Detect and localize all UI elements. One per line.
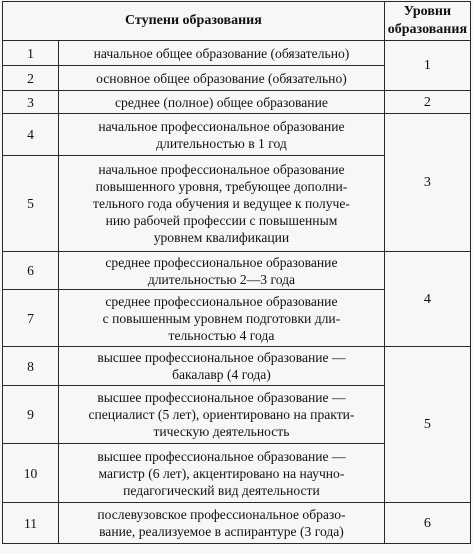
stage-line: длительностью 2—3 года [147, 271, 296, 287]
stage-line: тельного года обучения и ведущее к получе- [93, 196, 350, 211]
stage-cell [59, 444, 385, 503]
stage-line: специалист (5 лет), ориентировано на практи- [88, 407, 355, 422]
stage-cell [59, 252, 385, 290]
stage-line: вание, реализуемое в аспирантуре (3 года) [99, 524, 344, 539]
stage-line: высшее профессиональное образование — [97, 350, 346, 365]
stage-line: длительностью в 1 год [156, 135, 287, 151]
stage-line: среднее профессиональное образование [105, 293, 338, 309]
stage-line: повышенного уровня, требующее дополни- [95, 179, 348, 194]
stage-line: магистр (6 лет), акцентировано на научно- [98, 465, 345, 481]
level-cell: 2 [384, 91, 470, 114]
row-number: 2 [3, 66, 59, 91]
stage-cell [59, 503, 385, 544]
row-number: 8 [3, 347, 59, 386]
stage-cell [59, 290, 385, 347]
stage-line: начальное профессиональное образование [98, 162, 345, 177]
table-row [3, 91, 471, 114]
stage-line: основное общее образование (обязательно) [96, 70, 347, 86]
stage-line: тельностью 4 года [168, 327, 275, 343]
table-row [3, 41, 471, 66]
header-stages: Ступени образования [3, 2, 385, 41]
stage-cell [59, 66, 385, 91]
stage-line: уровнем квалификации [153, 230, 290, 245]
stage-cell [59, 386, 385, 444]
header-levels [384, 2, 470, 41]
level-cell: 3 [384, 114, 470, 252]
stage-cell [59, 41, 385, 66]
stage-line: начальное профессиональное образование [98, 118, 345, 134]
stage-line: высшее профессиональное образование — [97, 448, 346, 464]
level-cell: 4 [384, 252, 470, 347]
stage-cell [59, 347, 385, 386]
education-levels-table [2, 1, 471, 544]
row-number: 5 [3, 156, 59, 252]
row-number: 4 [3, 114, 59, 156]
row-number: 9 [3, 386, 59, 444]
stage-cell [59, 91, 385, 114]
level-cell: 6 [384, 503, 470, 544]
table-row [3, 503, 471, 544]
stage-line: бакалавр (4 года) [172, 367, 271, 382]
table-row [3, 252, 471, 290]
row-number: 6 [3, 252, 59, 290]
stage-line: с повышенным уровнем подготовки дли- [102, 310, 341, 326]
level-cell: 5 [384, 347, 470, 503]
stage-line: начальное общее образование (обязательно) [93, 45, 350, 61]
stage-line: послевузовское профессиональное образо- [97, 507, 346, 522]
stage-line: тическую деятельность [153, 424, 290, 439]
row-number: 3 [3, 91, 59, 114]
stage-line: педагогический вид деятельности [123, 482, 320, 498]
stage-line: высшее профессиональное образование — [97, 390, 346, 405]
row-number: 7 [3, 290, 59, 347]
stage-line: среднее (полное) общее образование [115, 94, 328, 110]
header-row [3, 2, 471, 41]
stage-line: среднее профессиональное образование [105, 254, 338, 270]
stage-cell [59, 156, 385, 252]
row-number: 10 [3, 444, 59, 503]
row-number: 1 [3, 41, 59, 66]
header-levels-line-2: образования [387, 22, 468, 37]
level-cell: 1 [384, 41, 470, 91]
table-row [3, 347, 471, 386]
stage-cell [59, 114, 385, 156]
row-number: 11 [3, 503, 59, 544]
stage-line: нию рабочей профессии с повышенным [105, 213, 338, 228]
table-row [3, 114, 471, 156]
header-levels-line-1: Уровни [403, 4, 452, 19]
